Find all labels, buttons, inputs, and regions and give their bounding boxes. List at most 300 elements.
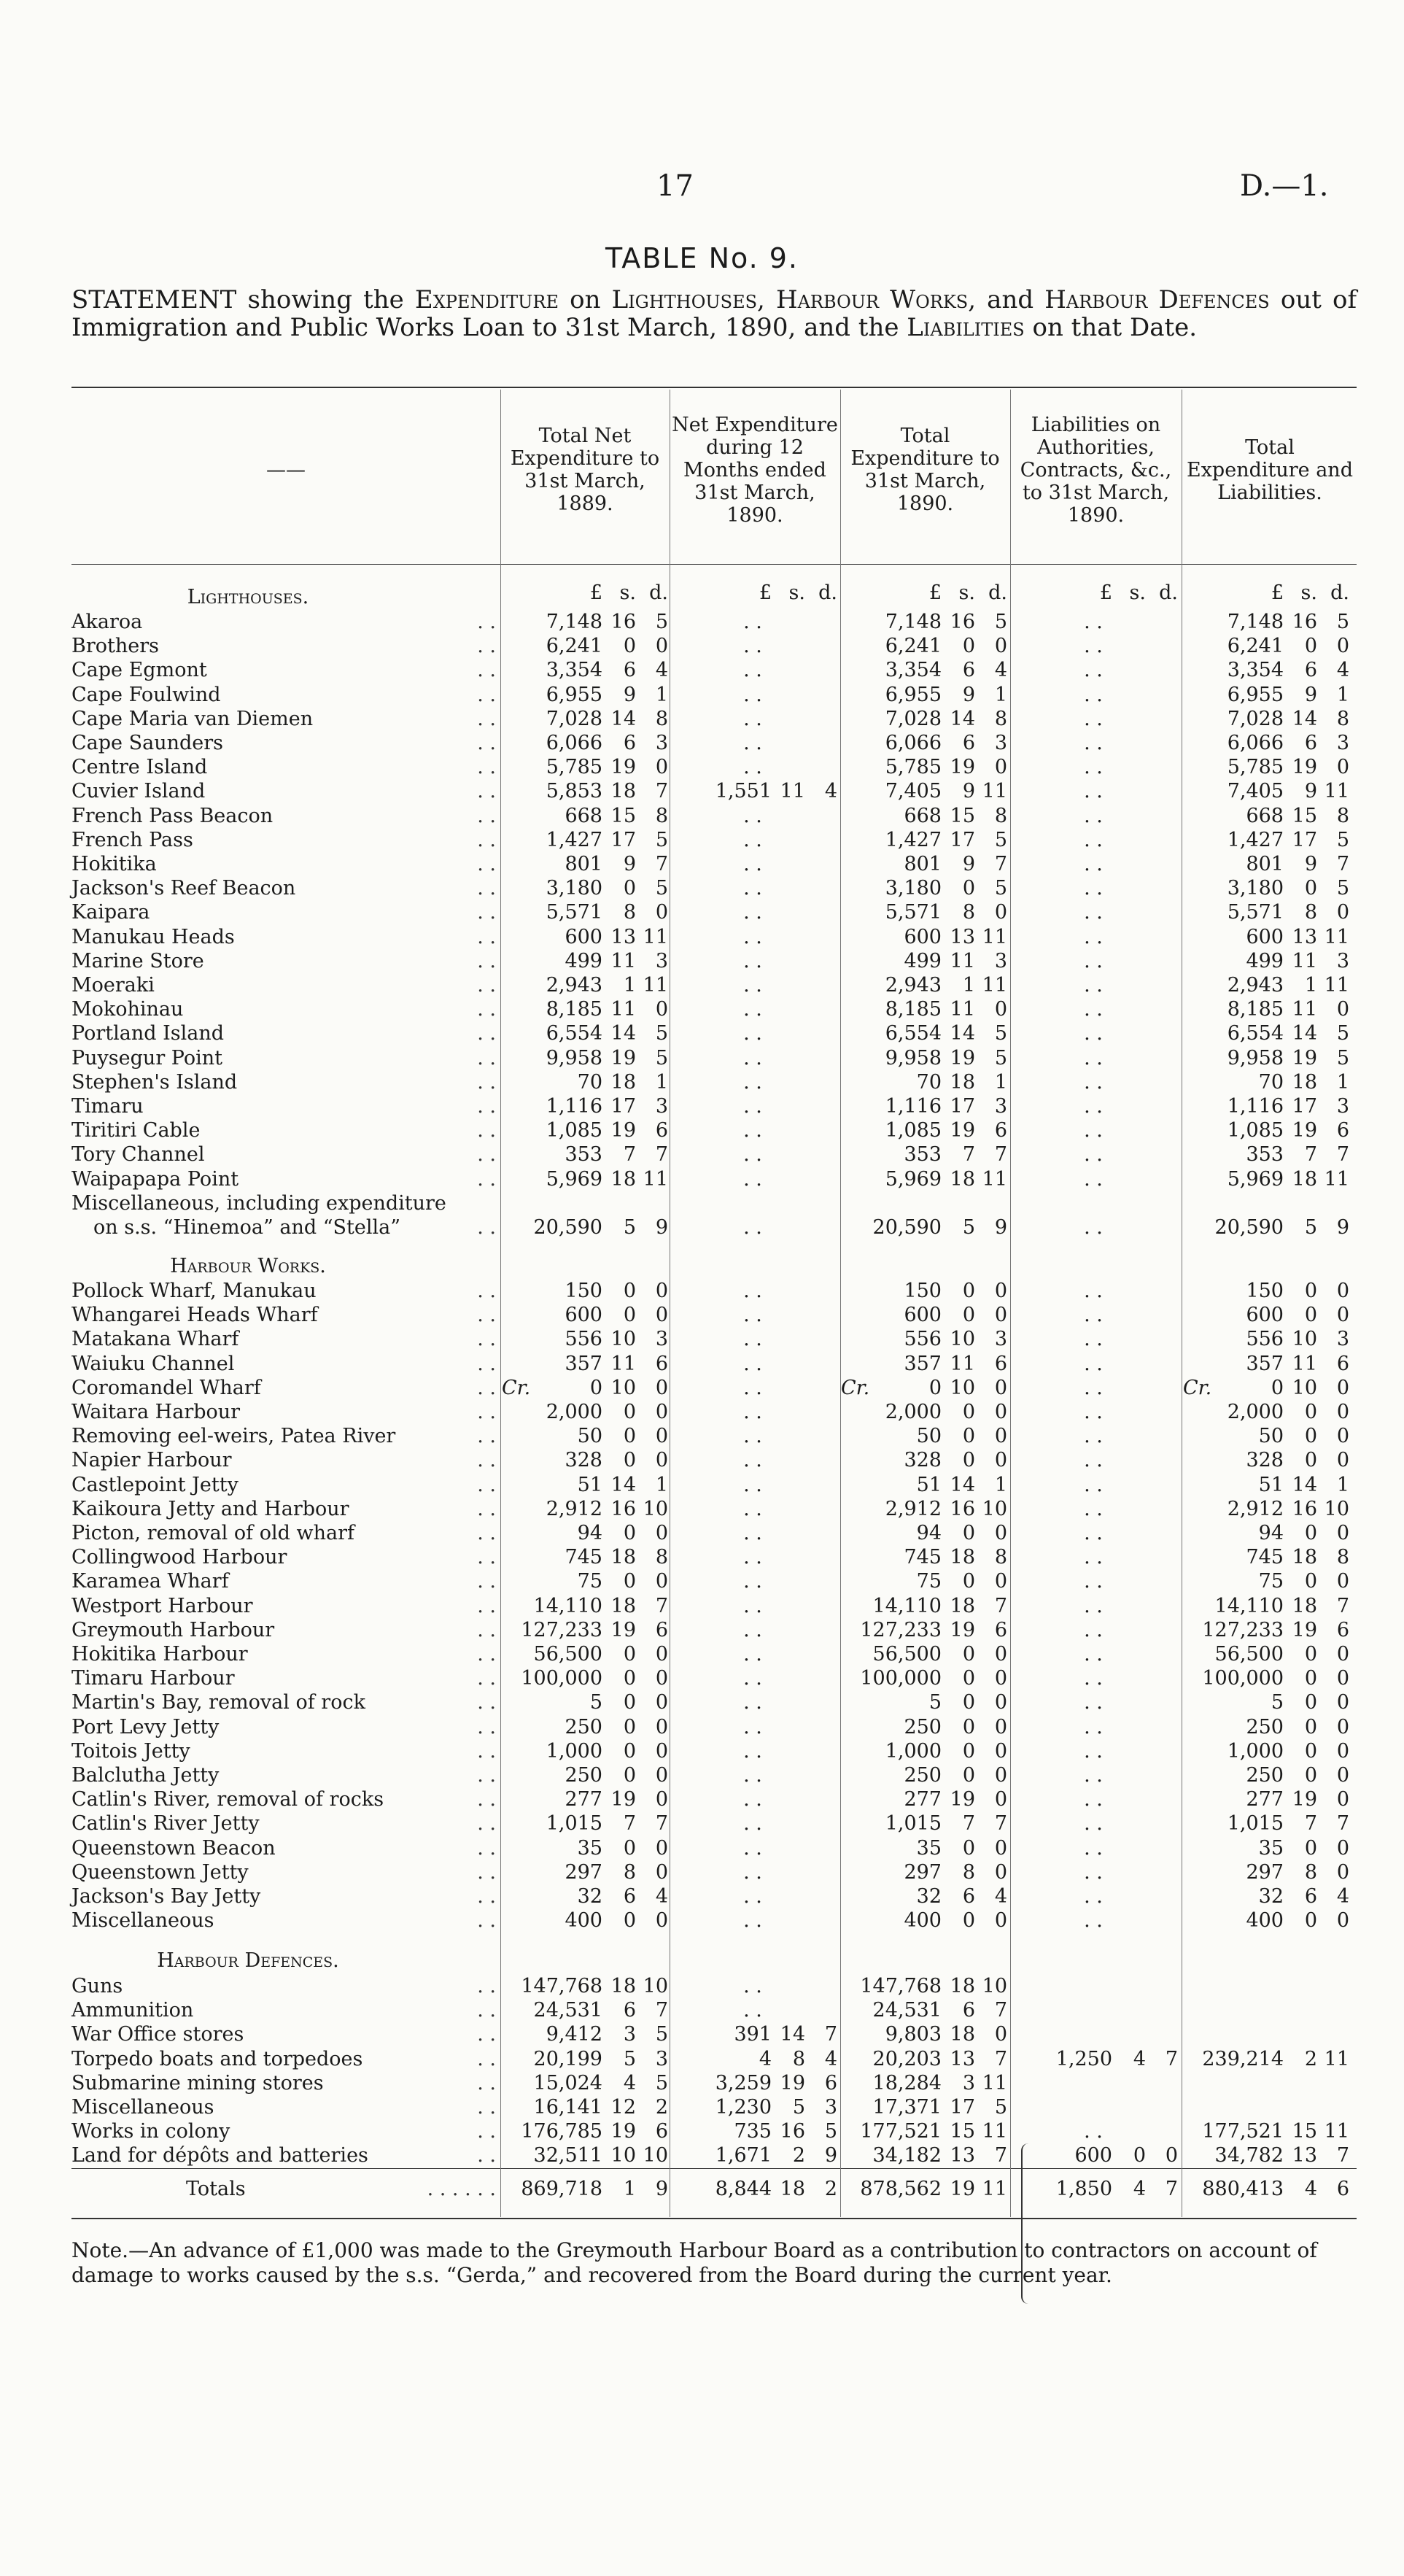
leader-dots: . . [477,1764,496,1787]
amount-pounds: 7,028 [885,707,942,730]
ditto-dots: . . [1084,1546,1103,1569]
row-label: Pollock Wharf, Manukau [71,1280,317,1302]
amount-pence: 7 [655,780,668,803]
amount-pence: 7 [1336,1143,1349,1167]
amount-shillings: 8 [792,2047,805,2070]
column-header-text: Net Expenditure during 12 Months ended 31st March, 1890. [672,413,838,527]
amount-pence: 0 [655,1715,668,1738]
amount-shillings: 14 [950,707,975,730]
amount-pence: 1 [994,1473,1007,1496]
amount-pence: 5 [655,2071,668,2095]
table-row [0,1642,1404,1666]
table-row [0,997,1404,1021]
ditto-dots: . . [743,1618,762,1641]
leader-dots: . . [477,1999,496,2022]
row-label: Manukau Heads [71,925,235,948]
amount-pence: 0 [994,1643,1007,1666]
table-row [0,1884,1404,1908]
leader-dots: . . [477,1667,496,1690]
amount-shillings: 6 [1304,659,1317,682]
row-label: Kaipara [71,901,150,924]
section-heading: Lighthouses. [187,586,309,608]
amount-pounds: 2,943 [546,974,602,997]
amount-shillings: 0 [1133,2144,1146,2167]
amount-pence: 3 [655,949,668,972]
amount-shillings: 1 [1304,974,1317,997]
amount-pounds: 600 [904,925,942,948]
amount-shillings: 9 [962,853,975,875]
amount-pence: 5 [655,828,668,851]
amount-pence: 0 [655,1691,668,1714]
amount-pence: 11 [643,974,668,997]
amount-shillings: 5 [1304,1216,1317,1239]
amount-shillings: 5 [962,1216,975,1239]
leader-dots: . . [477,2096,496,2119]
row-label: Jackson's Reef Beacon [71,877,296,900]
amount-shillings: 19 [950,1788,975,1811]
amount-pence: 5 [994,611,1007,633]
ditto-dots: . . [743,1401,762,1423]
ditto-dots: . . [1084,683,1103,706]
amount-pounds: 20,590 [872,1216,942,1239]
row-label: Balclutha Jetty [71,1764,220,1787]
ditto-dots: . . [1084,1352,1103,1375]
ditto-dots: . . [1084,1167,1103,1191]
amount-shillings: 17 [610,1095,636,1118]
amount-pence: 1 [994,1070,1007,1094]
amount-pence: 4 [824,780,837,803]
ditto-dots: . . [1084,901,1103,924]
ditto-dots: . . [743,1022,762,1045]
page-number: 17 [656,169,694,203]
leader-dots: . . [477,2120,496,2143]
amount-pence: 11 [982,2178,1007,2200]
ditto-dots: . . [1084,1788,1103,1811]
amount-pence: 3 [994,1328,1007,1351]
row-label: Tiritiri Cable [71,1119,201,1142]
ditto-dots: . . [743,1095,762,1118]
amount-shillings: 11 [1292,998,1317,1021]
amount-pence: 7 [994,1812,1007,1836]
ditto-dots: . . [743,925,762,948]
amount-pence: 3 [994,732,1007,754]
amount-pence: 0 [1336,1667,1349,1690]
amount-pounds: 357 [904,1352,942,1375]
amount-pence: 0 [1336,1280,1349,1302]
amount-pounds: 2,000 [546,1401,602,1423]
amount-pence: 0 [655,1304,668,1327]
ditto-dots: . . [743,1070,762,1094]
amount-shillings: 17 [950,828,975,851]
leader-dots: . . [477,1167,496,1191]
ditto-dots: . . [743,1119,762,1142]
amount-pence: 5 [994,877,1007,900]
table-row [0,2143,1404,2167]
table-row [0,1787,1404,1811]
table-title: TABLE No. 9. [605,242,799,274]
row-label: French Pass [71,828,193,851]
ditto-dots: . . [743,1715,762,1738]
amount-pence: 5 [1336,611,1349,633]
amount-pence: 5 [655,2023,668,2046]
amount-shillings: 0 [1304,1667,1317,1690]
amount-pounds: 6,554 [1227,1022,1284,1045]
amount-shillings: 0 [1304,1280,1317,1302]
amount-pence: 3 [655,2047,668,2070]
unit-d: d. [1159,581,1178,604]
ditto-dots: . . [1084,804,1103,827]
table-row [0,1327,1404,1351]
row-label: Toitois Jetty [71,1739,190,1763]
amount-pounds: 1,000 [1227,1739,1284,1763]
amount-shillings: 10 [950,1328,975,1351]
amount-shillings: 18 [950,1167,975,1191]
amount-shillings: 9 [1304,853,1317,875]
row-label: Castlepoint Jetty [71,1473,238,1496]
table-row [0,1473,1404,1497]
amount-pence: 8 [1336,1546,1349,1569]
ditto-dots: . . [1084,998,1103,1021]
row-label: Timaru [71,1095,144,1118]
row-label: Guns [71,1975,123,1997]
leader-dots: . . [477,780,496,803]
amount-pounds: 0 [928,1376,942,1399]
amount-pence: 7 [824,2023,837,2046]
amount-pence: 3 [655,1328,668,1351]
amount-pence: 10 [982,1975,1007,1997]
amount-shillings: 0 [1304,1739,1317,1763]
amount-shillings: 10 [1292,1376,1317,1399]
row-label: Picton, removal of old wharf [71,1522,354,1544]
amount-pence: 4 [1336,1885,1349,1908]
row-label: Catlin's River Jetty [71,1812,260,1836]
leader-dots: . . [477,1022,496,1045]
unit-d: d. [988,581,1007,604]
amount-shillings: 17 [1292,1095,1317,1118]
amount-shillings: 9 [1304,780,1317,803]
table-row [0,1215,1404,1239]
amount-shillings: 13 [950,2144,975,2167]
table-row [0,925,1404,949]
amount-pence: 3 [655,1095,668,1118]
amount-pence: 5 [655,611,668,633]
amount-pence: 4 [1336,659,1349,682]
amount-pence: 5 [1336,1046,1349,1070]
amount-pounds: 32 [1258,1885,1284,1908]
amount-pounds: 6,241 [546,635,602,658]
amount-pence: 0 [1336,1304,1349,1327]
ditto-dots: . . [1084,925,1103,948]
amount-pence: 5 [1336,1022,1349,1045]
amount-pounds: 100,000 [860,1667,942,1690]
amount-pence: 5 [824,2120,837,2143]
amount-pence: 0 [1336,1715,1349,1738]
leader-dots: . . [477,853,496,875]
row-label: Works in colony [71,2120,230,2143]
amount-pounds: 2,000 [1227,1401,1284,1423]
amount-pence: 7 [994,1999,1007,2022]
amount-pence: 6 [1336,1352,1349,1375]
row-label-header [71,394,500,546]
amount-shillings: 0 [1304,1909,1317,1933]
leader-dots: . . [477,1546,496,1569]
amount-pence: 4 [994,659,1007,682]
amount-pence: 2 [655,2096,668,2119]
table-bottom-rule [71,2218,1357,2219]
ditto-dots: . . [743,1522,762,1544]
leader-dots: . . [477,998,496,1021]
ditto-dots: . . [743,756,762,779]
row-label: Cape Egmont [71,659,207,682]
amount-pounds: 353 [904,1143,942,1167]
amount-pence: 6 [994,1119,1007,1142]
ditto-dots: . . [743,1328,762,1351]
table-row [0,1569,1404,1593]
amount-shillings: 15 [950,804,975,827]
ditto-dots: . . [1084,1473,1103,1496]
table-row [0,949,1404,973]
amount-pence: 8 [994,804,1007,827]
row-label: Coromandel Wharf [71,1376,261,1399]
amount-pounds: 5 [1271,1691,1284,1714]
amount-pounds: 17,371 [872,2096,942,2119]
amount-pounds: 357 [565,1352,602,1375]
amount-pence: 4 [994,1885,1007,1908]
amount-pence: 7 [1336,2144,1349,2167]
amount-shillings: 7 [623,1143,636,1167]
amount-shillings: 3 [962,2071,975,2095]
table-row [0,1739,1404,1763]
amount-pence: 0 [655,1788,668,1811]
amount-shillings: 0 [1304,1425,1317,1448]
leader-dots: . . [477,828,496,851]
row-label: Karamea Wharf [71,1570,229,1593]
amount-shillings: 0 [1304,877,1317,900]
amount-pounds: 7,148 [885,611,942,633]
amount-pounds: 0 [589,1376,602,1399]
amount-shillings: 0 [623,1739,636,1763]
row-label: Torpedo boats and torpedoes [71,2047,363,2070]
leader-dots: . . [477,1594,496,1617]
leader-dots: . . [477,683,496,706]
amount-pence: 0 [994,1739,1007,1763]
amount-shillings: 19 [1292,756,1317,779]
amount-pence: 0 [994,1425,1007,1448]
amount-pounds: 1,551 [715,780,772,803]
amount-pounds: 51 [916,1473,942,1496]
unit-l: £ [1099,581,1112,604]
amount-pounds: 18,284 [872,2071,942,2095]
amount-pounds: 6,554 [885,1022,942,1045]
amount-pence: 7 [1336,1594,1349,1617]
unit-s: s. [788,581,805,604]
amount-shillings: 6 [623,659,636,682]
amount-pence: 0 [655,1909,668,1933]
amount-shillings: 0 [623,1425,636,1448]
amount-shillings: 1 [623,974,636,997]
amount-pounds: 869,718 [521,2178,602,2200]
row-label: Martin's Bay, removal of rock [71,1691,365,1714]
amount-shillings: 4 [1133,2178,1146,2200]
amount-shillings: 0 [1304,1570,1317,1593]
amount-pounds: 50 [577,1425,602,1448]
amount-shillings: 14 [950,1022,975,1045]
table-row [0,1998,1404,2022]
amount-shillings: 14 [1292,707,1317,730]
amount-pounds: 357 [1246,1352,1284,1375]
leader-dots: . . [477,1046,496,1070]
amount-pounds: 1,427 [1227,828,1284,851]
table-row [0,1352,1404,1376]
totals-label: Totals [186,2178,246,2200]
amount-shillings: 11 [1292,1352,1317,1375]
document-reference: D.—1. [1240,169,1329,203]
amount-shillings: 5 [623,2047,636,2070]
amount-shillings: 0 [1304,635,1317,658]
amount-pounds: 7,028 [546,707,602,730]
amount-shillings: 18 [610,780,636,803]
amount-pounds: 2,943 [885,974,942,997]
leader-dots: . . [477,1691,496,1714]
amount-pence: 0 [655,998,668,1021]
amount-shillings: 0 [623,1401,636,1423]
amount-pounds: 147,768 [521,1975,602,1997]
totals-top-rule [71,2168,1357,2169]
table-row [0,2095,1404,2119]
amount-pounds: 600 [1246,1304,1284,1327]
ditto-dots: . . [1084,1449,1103,1472]
amount-shillings: 15 [610,804,636,827]
amount-pence: 7 [1165,2047,1178,2070]
row-label: Collingwood Harbour [71,1546,287,1569]
amount-pence: 11 [982,974,1007,997]
amount-pence: 0 [1336,1376,1349,1399]
amount-shillings: 18 [1292,1070,1317,1094]
ditto-dots: . . [743,1425,762,1448]
amount-pence: 0 [1336,1570,1349,1593]
ditto-dots: . . [1084,1143,1103,1167]
amount-pence: 0 [994,1764,1007,1787]
amount-pence: 0 [655,1522,668,1544]
amount-shillings: 4 [1304,2178,1317,2200]
ditto-dots: . . [1084,1836,1103,1860]
amount-shillings: 14 [610,1022,636,1045]
amount-shillings: 0 [623,1449,636,1472]
ditto-dots: . . [1084,1909,1103,1933]
amount-pence: 3 [1336,1095,1349,1118]
table-row [0,1424,1404,1448]
amount-shillings: 9 [623,683,636,706]
amount-pounds: 250 [565,1764,602,1787]
unit-l: £ [928,581,942,604]
amount-shillings: 16 [950,1497,975,1520]
row-label: Mokohinau [71,998,184,1021]
row-label: Greymouth Harbour [71,1618,275,1641]
table-row [0,1497,1404,1521]
amount-shillings: 18 [610,1594,636,1617]
ditto-dots: . . [743,1788,762,1811]
amount-pence: 0 [994,1715,1007,1738]
leader-dots: . . [477,1304,496,1327]
amount-pounds: 668 [1246,804,1284,827]
amount-shillings: 6 [962,659,975,682]
table-row [0,1545,1404,1569]
row-label: Miscellaneous [71,2096,214,2119]
amount-shillings: 18 [610,1070,636,1094]
amount-shillings: 18 [1292,1167,1317,1191]
ditto-dots: . . [743,828,762,851]
amount-pence: 11 [982,1167,1007,1191]
bracket-row [0,2047,1404,2071]
amount-pence: 0 [1336,635,1349,658]
amount-pounds: 5,571 [885,901,942,924]
amount-pounds: 147,768 [860,1975,942,1997]
amount-shillings: 0 [962,1570,975,1593]
leader-dots: . . [477,1119,496,1142]
amount-pence: 10 [643,1497,668,1520]
amount-pounds: 35 [577,1836,602,1860]
table-row [0,731,1404,755]
amount-pence: 10 [1324,1497,1349,1520]
row-label: Matakana Wharf [71,1328,239,1351]
amount-pounds: 4 [759,2047,772,2070]
amount-pence: 0 [655,1449,668,1472]
amount-pounds: 7,405 [1227,780,1284,803]
ditto-dots: . . [743,1739,762,1763]
table-row [0,1860,1404,1884]
table-row [0,876,1404,900]
ditto-dots: . . [743,707,762,730]
amount-pence: 0 [655,1425,668,1448]
amount-pence: 6 [655,1352,668,1375]
amount-pence: 5 [994,828,1007,851]
amount-pence: 1 [655,1473,668,1496]
leader-dots: . . [477,1425,496,1448]
amount-pounds: 34,182 [872,2144,942,2167]
amount-shillings: 13 [1292,925,1317,948]
table-row [0,973,1404,997]
table-row [0,1094,1404,1118]
amount-shillings: 14 [610,1473,636,1496]
unit-s: s. [619,581,636,604]
amount-pence: 10 [982,1497,1007,1520]
amount-pence: 4 [655,659,668,682]
leader-dots: . . [477,1570,496,1593]
statement-text: Harbour Defences [1044,285,1270,314]
ditto-dots: . . [1084,1643,1103,1666]
amount-shillings: 6 [623,1999,636,2022]
amount-pounds: 9,958 [885,1046,942,1070]
amount-pence: 0 [1336,1739,1349,1763]
amount-shillings: 19 [950,1119,975,1142]
leader-dots: . . [477,949,496,972]
amount-pounds: 150 [904,1280,942,1302]
amount-pence: 5 [655,1046,668,1070]
amount-pence: 5 [994,2096,1007,2119]
amount-pence: 5 [655,877,668,900]
totals-row [0,2177,1404,2201]
amount-pence: 11 [1324,780,1349,803]
column-header-total-1890 [842,394,1009,546]
amount-pounds: 127,233 [521,1618,602,1641]
amount-shillings: 6 [1304,732,1317,754]
amount-pence: 6 [655,1119,668,1142]
amount-shillings: 10 [1292,1328,1317,1351]
amount-pounds: 600 [1074,2144,1112,2167]
table-header-rule [71,564,1357,565]
column-header-text: Total Net Expenditure to 31st March, 1889. [510,425,660,515]
unit-l: £ [1271,581,1284,604]
